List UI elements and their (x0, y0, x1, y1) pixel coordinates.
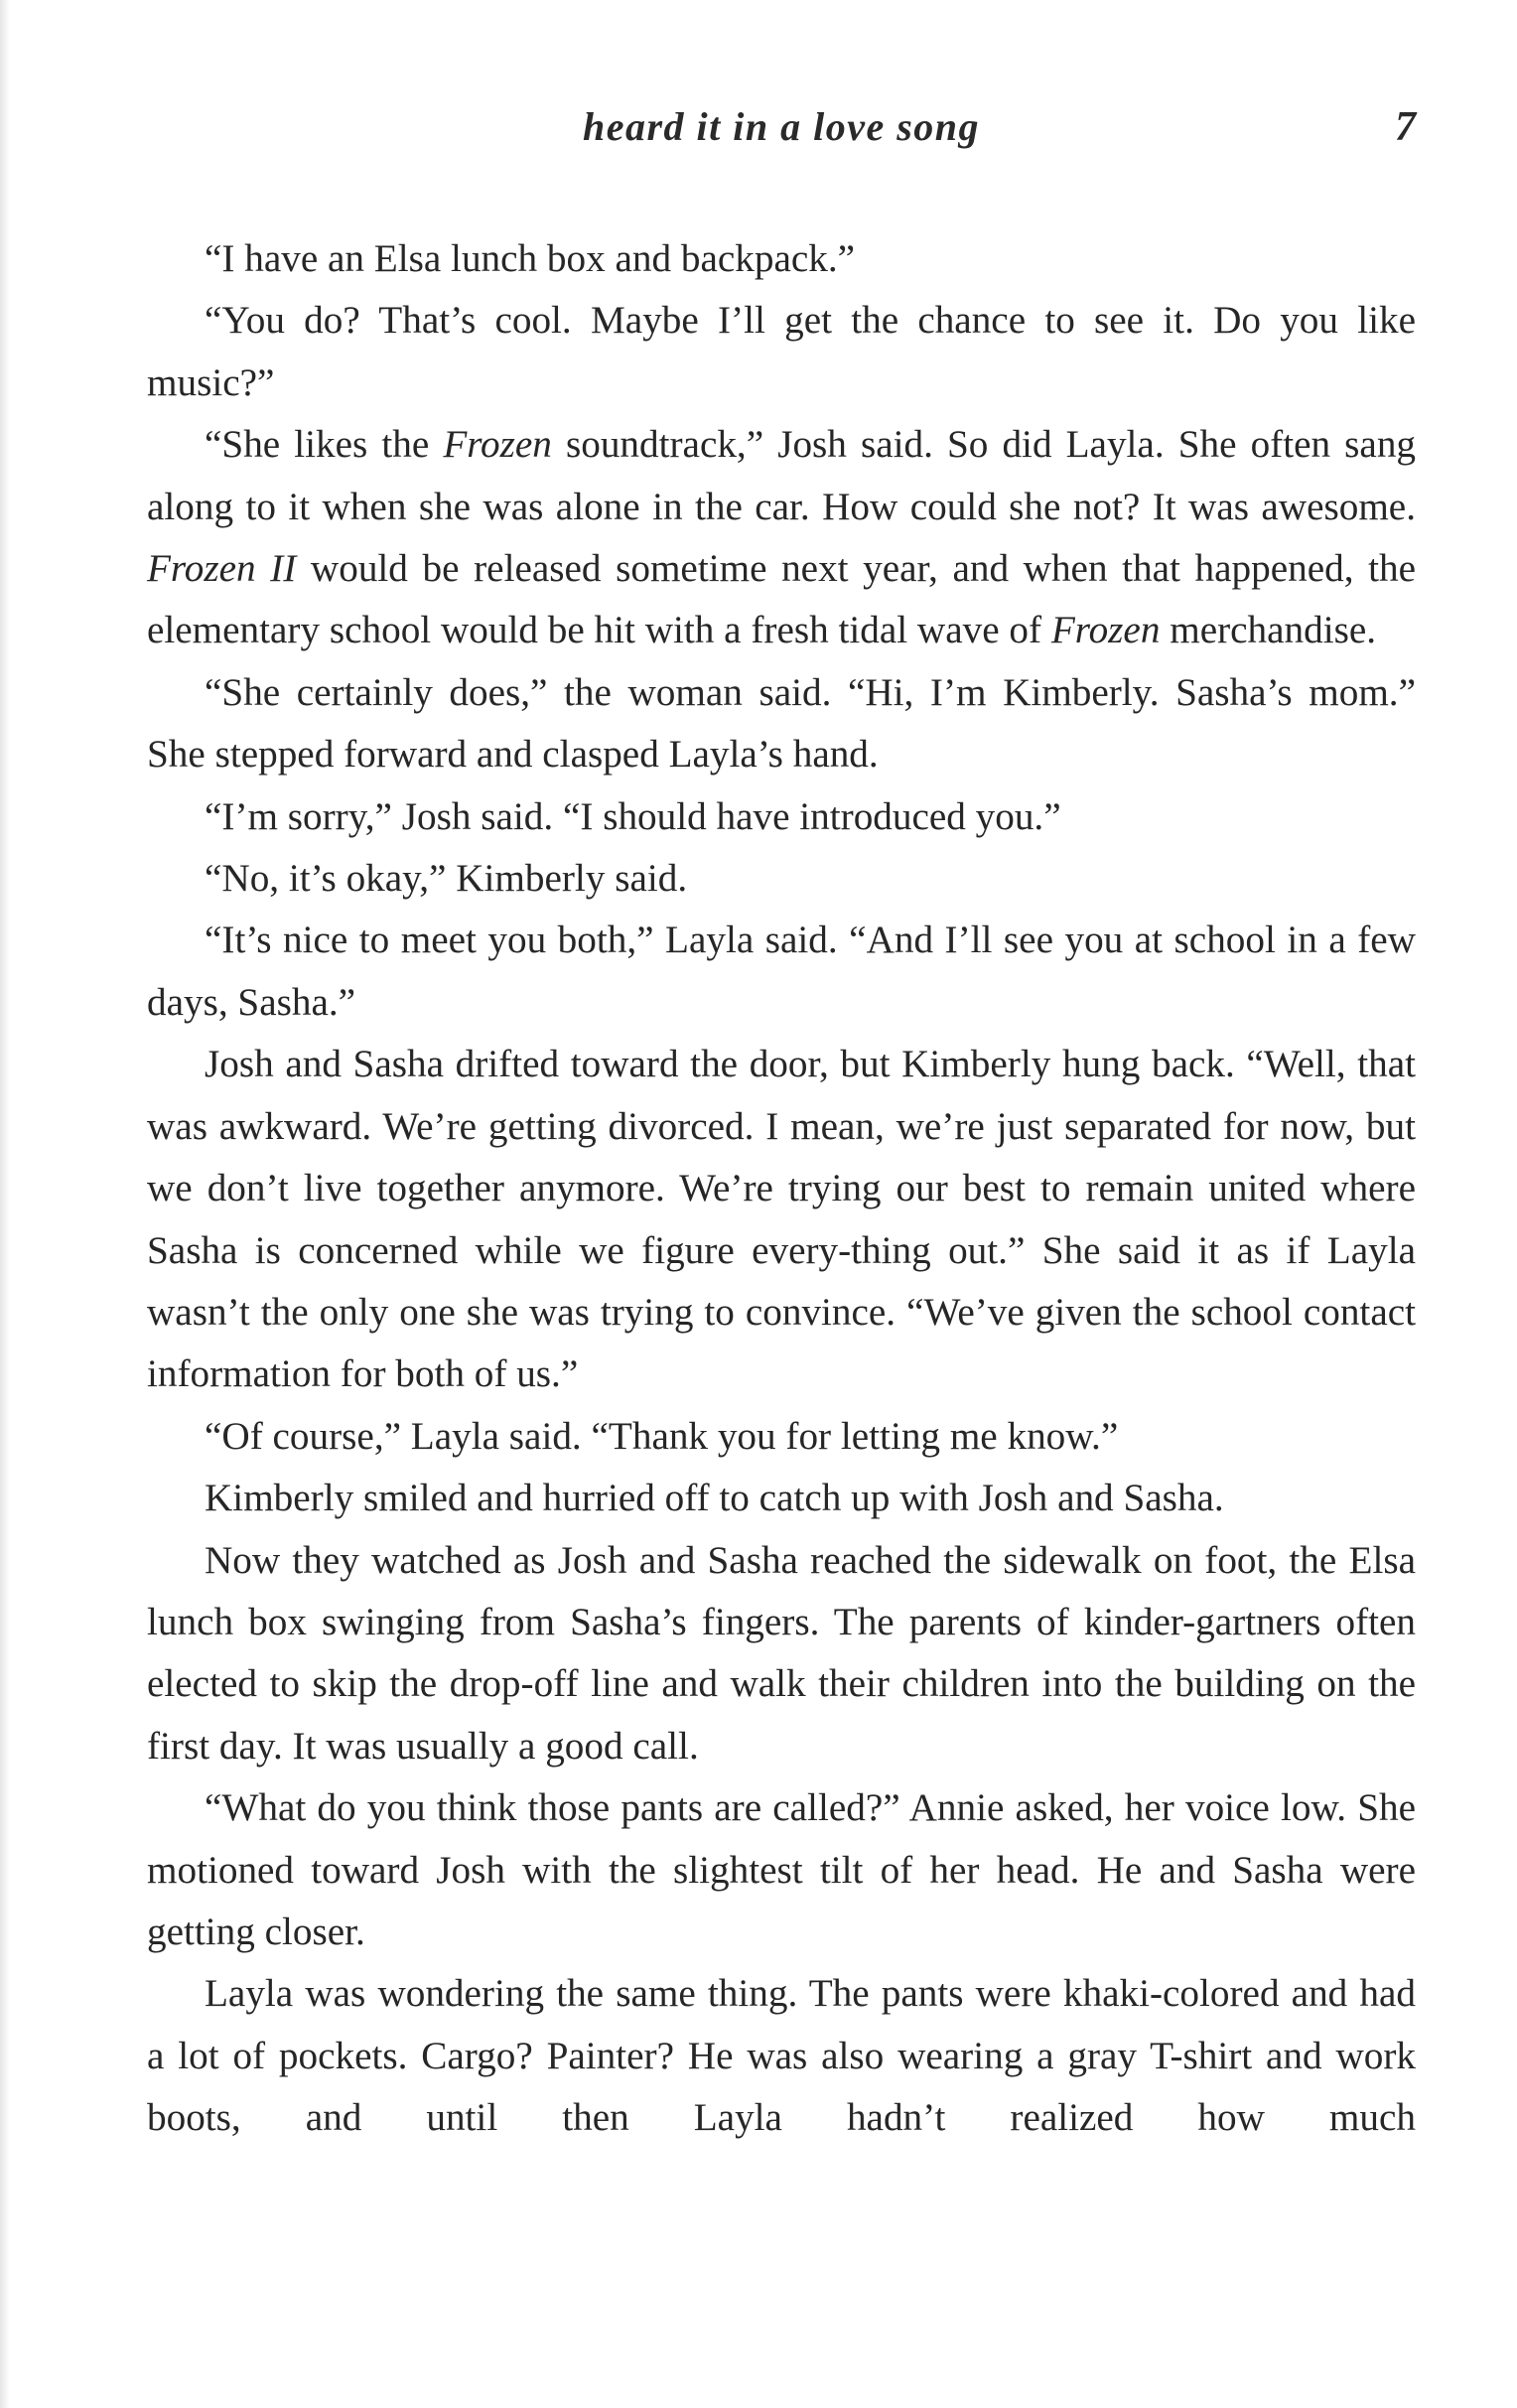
paragraph (147, 1777, 1416, 1963)
paragraph-text: “She certainly does,” the woman said. “Hi, I’m Kimberly. Sasha’s mom.” She stepped forward and clasped Layla’s hand. (147, 670, 1416, 777)
paragraph-text: “It’s nice to meet you both,” Layla said. “And I’ll see you at school in a few days, Sasha.” (147, 919, 1416, 1024)
paragraph (147, 1034, 1416, 1405)
paragraph-text: “Of course,” Layla said. “Thank you for letting me know.” (205, 1414, 1119, 1458)
paragraph (147, 848, 1416, 910)
running-head (147, 103, 1416, 163)
paragraph-text: merchandise. (1160, 609, 1377, 652)
paragraph (147, 1963, 1416, 2149)
paragraph-text: soundtrack,” Josh said. So did Layla. She often sang along to it when she was alone in the car. How could she not? It was awesome. (147, 423, 1417, 528)
paragraph-text: “What do you think those pants are called?” Annie asked, her voice low. She motioned toward Josh with the slightest tilt of her head. He and Sasha were getting closer. (147, 1786, 1416, 1953)
paragraph-text: “I have an Elsa lunch box and backpack.” (205, 237, 856, 280)
paragraph (147, 1406, 1416, 1468)
italic-title-text: Frozen (1050, 609, 1161, 652)
italic-title-text: Frozen (443, 423, 552, 467)
paragraph (147, 1530, 1416, 1778)
paragraph-text: “You do? That’s cool. Maybe I’ll get the chance to see it. Do you like music?” (147, 299, 1416, 404)
paragraph-text: would be released sometime next year, and when that happened, the elementary school would be hit with a fresh tidal wave of (147, 547, 1416, 652)
paragraph (147, 290, 1416, 414)
paragraph-text: “I’m sorry,” Josh said. “I should have introduced you.” (205, 794, 1061, 838)
paragraph-text: “She likes the (205, 423, 444, 467)
running-title: heard it in a love song (582, 104, 981, 149)
paragraph (147, 1468, 1416, 1529)
paragraph (147, 662, 1416, 786)
paragraph-text: Layla was wondering the same thing. The pants were khaki-colored and had a lot of pockets. Cargo? Painter? He was also wearing a gray T-shirt and work boots, and until then Layla hadn’t realized how much (147, 1972, 1416, 2140)
scan-edge-shadow (0, 0, 10, 2408)
paragraph (147, 414, 1416, 662)
paragraph (147, 786, 1416, 848)
page-number: 7 (1395, 104, 1416, 150)
body-text (147, 228, 1416, 2150)
paragraph (147, 910, 1416, 1034)
paragraph-text: Now they watched as Josh and Sasha reached the sidewalk on foot, the Elsa lunch box swinging from Sasha’s fingers. The parents of kinder-gartners often elected to skip the drop-off line and walk their children into the building on the first day. It was usually a good call. (147, 1538, 1416, 1768)
paragraph-text: Josh and Sasha drifted toward the door, but Kimberly hung back. “Well, that was awkward. We’re getting divorced. I mean, we’re just separated for now, but we don’t live together anymore. We’re trying our best to remain united where Sasha is concerned while we figure every-thing out.” She said it as if Layla wasn’t the only one she was trying to convince. “We’ve given the school contact information for both of us.” (147, 1043, 1416, 1396)
paragraph-text: “No, it’s okay,” Kimberly said. (205, 857, 688, 901)
paragraph (147, 228, 1416, 290)
italic-title-text: Frozen II (147, 547, 297, 591)
paragraph-text: Kimberly smiled and hurried off to catch up with Josh and Sasha. (205, 1477, 1224, 1520)
